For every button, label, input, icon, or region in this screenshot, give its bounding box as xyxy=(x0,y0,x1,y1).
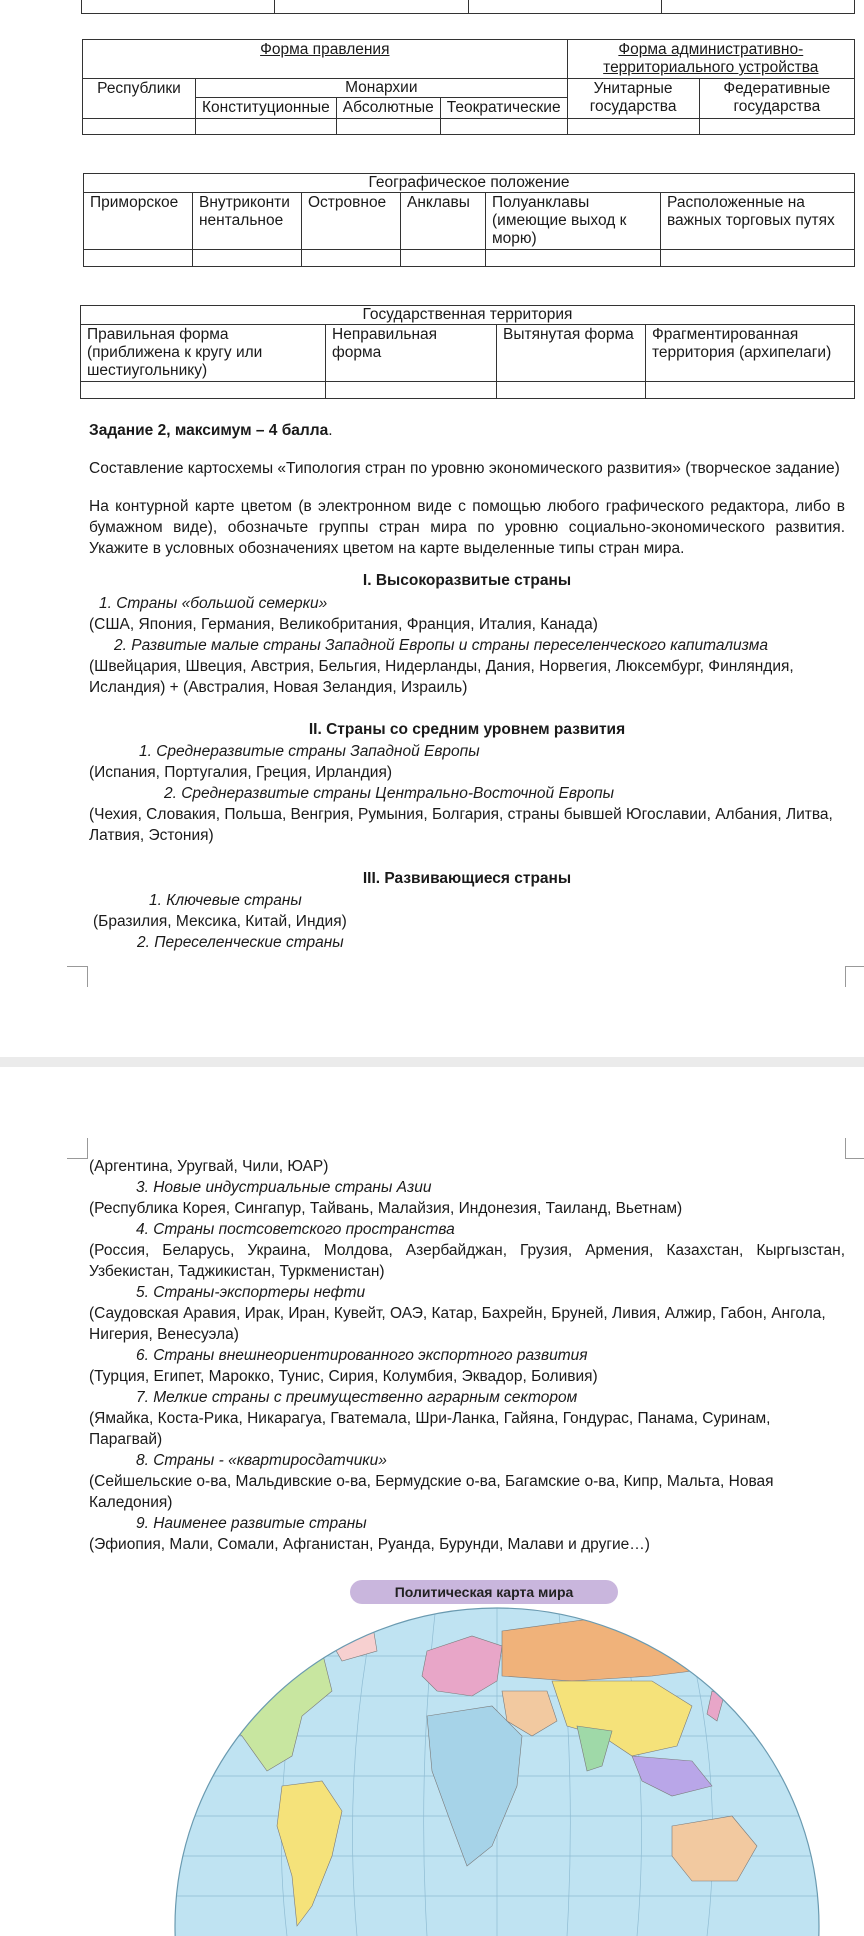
sub-oil-exporters: 5. Страны-экспортеры нефти xyxy=(136,1284,366,1301)
header-territory: Государственная территория xyxy=(81,306,855,325)
cell-geo-island: Островное xyxy=(302,193,401,250)
cell-geo-enclave: Анклавы xyxy=(401,193,486,250)
header-admin-structure: Форма административно-территориального устройства xyxy=(567,40,854,79)
sub-small-developed: 2. Развитые малые страны Западной Европы и страны переселенческого капитализма xyxy=(114,637,768,654)
task-title: Задание 2, максимум – 4 балла. xyxy=(89,422,333,439)
list-small-developed: (Швейцария, Швеция, Австрия, Бельгия, Нидерланды, Дания, Норвегия, Люксембург, Финляндия, Исландия) + (Австралия, Новая Зеландия, Израиль) xyxy=(89,658,794,696)
header-government-form: Форма правления xyxy=(83,40,568,79)
cell-territory-elongated: Вытянутая форма xyxy=(497,325,646,382)
table-geographic-position xyxy=(83,173,855,267)
cell-federal: Федеративные государства xyxy=(699,79,854,119)
cell-territory-irregular: Неправильная форма xyxy=(326,325,497,382)
page-corner-mark xyxy=(845,1138,864,1159)
page-corner-mark xyxy=(845,966,864,987)
list-settler-countries: (Аргентина, Уругвай, Чили, ЮАР) xyxy=(89,1158,329,1175)
list-g7: (США, Япония, Германия, Великобритания, Франция, Италия, Канада) xyxy=(89,616,598,633)
list-west-europe: (Испания, Португалия, Греция, Ирландия) xyxy=(89,764,393,781)
page-corner-mark xyxy=(67,1138,88,1159)
task-title-bold: Задание 2, максимум – 4 балла xyxy=(89,422,329,439)
header-geographic: Географическое положение xyxy=(84,174,855,193)
cell-theocratic: Теократические xyxy=(440,98,567,119)
map-title: Политическая карта мира xyxy=(350,1580,618,1604)
sub-least-developed: 9. Наименее развитые страны xyxy=(136,1515,367,1532)
list-agrarian: (Ямайка, Коста-Рика, Никарагуа, Гватемала, Шри-Ланка, Гайяна, Гондурас, Панама, Суринам, Парагвай) xyxy=(89,1410,771,1448)
task-paragraph-2: На контурной карте цветом (в электронном виде с помощью любого графического редактора, либо в бумажном виде), обозначьте группы стран мира по уровню социально-экономического развития. Укажите в условных обозначениях цветом на карте выделенные типы стран мира. xyxy=(89,498,845,557)
heading-developing: III. Развивающиеся страны xyxy=(362,870,572,887)
sub-rentier: 8. Страны - «квартиросдатчики» xyxy=(136,1452,387,1469)
page-corner-mark xyxy=(67,966,88,987)
sub-agrarian: 7. Мелкие страны с преимущественно аграрным сектором xyxy=(136,1389,578,1406)
list-nics: (Республика Корея, Сингапур, Тайвань, Малайзия, Индонезия, Таиланд, Вьетнам) xyxy=(89,1200,683,1217)
heading-high-developed: I. Высокоразвитые страны xyxy=(362,572,572,589)
list-export-oriented: (Турция, Египет, Марокко, Тунис, Сирия, Колумбия, Эквадор, Боливия) xyxy=(89,1368,598,1385)
task-paragraph-1: Составление картосхемы «Типология стран по уровню экономического развития» (творческое задание) xyxy=(89,460,840,477)
cell-constitutional: Конституционные xyxy=(196,98,337,119)
heading-mid-developed: II. Страны со средним уровнем развития xyxy=(308,721,626,738)
sub-central-east-europe: 2. Среднеразвитые страны Центрально-Восточной Европы xyxy=(164,785,615,802)
cell-unitary: Унитарные государства xyxy=(567,79,699,119)
cell-geo-semi-enclave: Полуанклавы (имеющие выход к морю) xyxy=(486,193,661,250)
sub-west-europe: 1. Среднеразвитые страны Западной Европы xyxy=(139,743,480,760)
table-state-territory xyxy=(80,305,855,399)
sub-export-oriented: 6. Страны внешнеориентированного экспортного развития xyxy=(136,1347,588,1364)
sub-settler-countries: 2. Переселенческие страны xyxy=(137,934,344,951)
sub-key-countries: 1. Ключевые страны xyxy=(149,892,302,909)
list-central-east-europe: (Чехия, Словакия, Польша, Венгрия, Румыния, Болгария, страны бывшей Югославии, Албания, Литва, Латвия, Эстония) xyxy=(89,806,833,844)
cell-geo-seaside: Приморское xyxy=(84,193,193,250)
cell-republics: Республики xyxy=(83,79,196,119)
list-key-countries: (Бразилия, Мексика, Китай, Индия) xyxy=(93,913,347,930)
sub-nics: 3. Новые индустриальные страны Азии xyxy=(136,1179,432,1196)
sub-g7: 1. Страны «большой семерки» xyxy=(99,595,328,612)
cell-territory-fragmented: Фрагментированная территория (архипелаги) xyxy=(646,325,855,382)
cell-monarchies: Монархии xyxy=(196,79,568,98)
cell-territory-regular: Правильная форма (приближена к кругу или шестиугольнику) xyxy=(81,325,326,382)
cell-geo-trade-routes: Расположенные на важных торговых путях xyxy=(661,193,855,250)
cell-absolute: Абсолютные xyxy=(336,98,440,119)
list-least-developed: (Эфиопия, Мали, Сомали, Афганистан, Руанда, Бурунди, Малави и другие…) xyxy=(89,1536,650,1553)
list-rentier: (Сейшельские о-ва, Мальдивские о-ва, Бермудские о-ва, Багамские о-ва, Кипр, Мальта, Новая Каледония) xyxy=(89,1473,774,1511)
world-political-map xyxy=(172,1596,822,1936)
list-post-soviet: (Россия, Беларусь, Украина, Молдова, Азербайджан, Грузия, Армения, Казахстан, Кыргызстан, Узбекистан, Таджикистан, Туркменистан) xyxy=(89,1242,845,1280)
cell-geo-inland: Внутриконти нентальное xyxy=(193,193,302,250)
table-government-form xyxy=(82,39,855,135)
table-top-partial xyxy=(81,0,855,14)
page-gap xyxy=(0,1057,864,1067)
sub-post-soviet: 4. Страны постсоветского пространства xyxy=(136,1221,455,1238)
list-oil-exporters: (Саудовская Аравия, Ирак, Иран, Кувейт, ОАЭ, Катар, Бахрейн, Бруней, Ливия, Алжир, Габон, Ангола, Нигерия, Венесуэла) xyxy=(89,1305,826,1343)
